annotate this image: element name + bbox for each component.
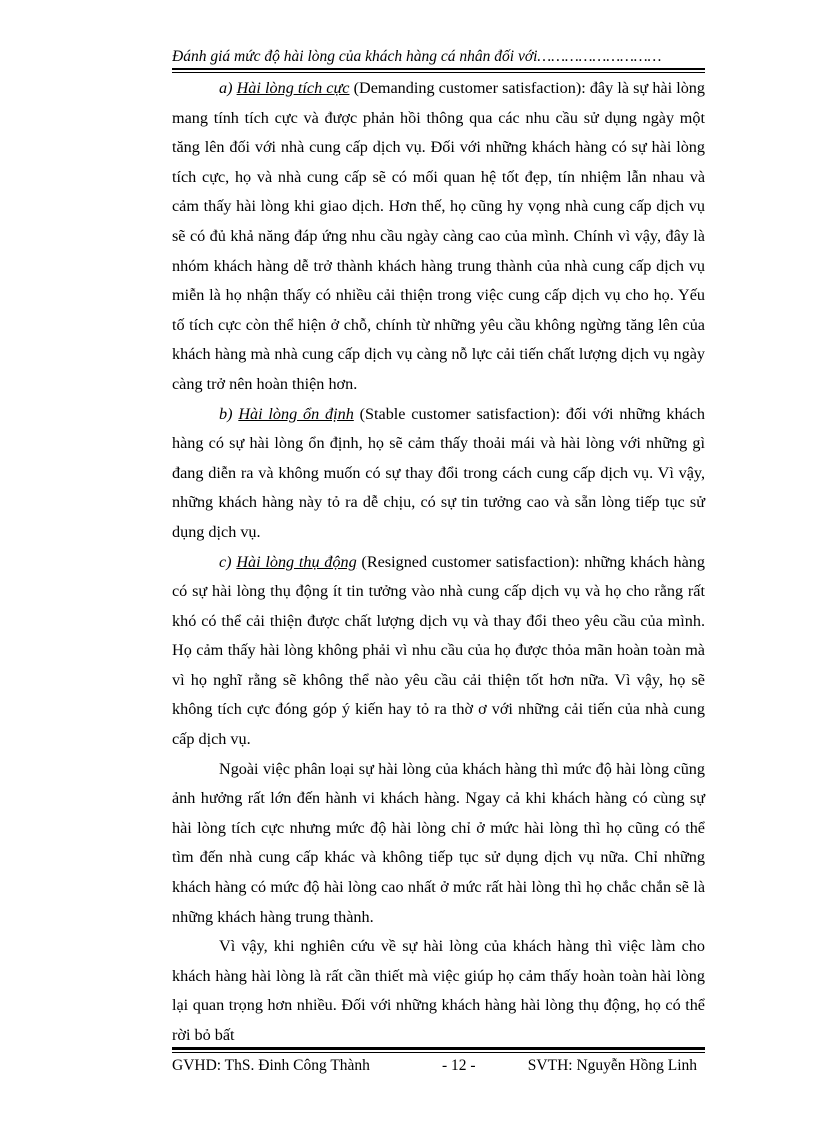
- term-hai-long-on-dinh: Hài lòng ổn định: [238, 404, 354, 423]
- running-header: Đánh giá mức độ hài lòng của khách hàng cá nhân đối với………………………: [172, 48, 662, 65]
- advisor-label: GVHD: ThS. Đinh Công Thành: [172, 1057, 370, 1074]
- paragraph-stable-satisfaction: [172, 400, 705, 548]
- item-label: a): [219, 79, 237, 97]
- header-rule: [172, 68, 705, 70]
- term-hai-long-tich-cuc: Hài lòng tích cực: [236, 79, 350, 97]
- student-label: SVTH: Nguyễn Hồng Linh: [527, 1057, 697, 1074]
- footer-rule-thin: [172, 1052, 705, 1053]
- paragraph-resigned-satisfaction: [172, 548, 705, 755]
- term-hai-long-thu-dong: Hài lòng thụ động: [236, 552, 357, 571]
- paragraph-satisfaction-level: Ngoài việc phân loại sự hài lòng của khách hàng thì mức độ hài lòng cũng ảnh hưởng rất lớn đến hành vi khách hàng. Ngay cả khi khách hàng có cùng sự hài lòng tích cực nhưng mức độ hài lòng chỉ ở mức hài lòng thì họ cũng có thể tìm đến nhà cung cấp khác và không tiếp tục sử dụng dịch vụ nữa. Chỉ những khách hàng có mức độ hài lòng cao nhất ở mức rất hài lòng thì họ chắc chắn sẽ là những khách hàng trung thành.: [172, 759, 705, 926]
- paragraph-conclusion: Vì vậy, khi nghiên cứu về sự hài lòng của khách hàng thì việc làm cho khách hàng hài lòng là rất cần thiết mà việc giúp họ cảm thấy hoàn toàn hài lòng lại quan trọng hơn nhiều. Đối với những khách hàng hài lòng thụ động, họ có thể rời bỏ bất: [172, 937, 705, 1044]
- paragraph-text: (Resigned customer satisfaction): những khách hàng có sự hài lòng thụ động ít tin tưởng vào nhà cung cấp dịch vụ và họ cho rằng rất khó có thể cải thiện được chất lượng dịch vụ và thay đổi theo yêu cầu của mình. Họ cảm thấy hài lòng không phải vì nhu cầu của họ được thỏa mãn hoàn toàn mà vì họ nghĩ rằng sẽ không thể nào yêu cầu cải thiện tốt hơn nữa. Vì vậy, họ sẽ không tích cực đóng góp ý kiến hay tỏ ra thờ ơ với những cải tiến của nhà cung cấp dịch vụ.: [172, 552, 705, 749]
- paragraph-demanding-satisfaction: [172, 74, 705, 400]
- paragraph-text: (Stable customer satisfaction): đối với những khách hàng có sự hài lòng ổn định, họ sẽ cảm thấy thoải mái và hài lòng với những gì đang diễn ra và không muốn có sự thay đổi trong cách cung cấp dịch vụ. Vì vậy, những khách hàng này tỏ ra dễ chịu, có sự tin tưởng cao và sẵn lòng tiếp tục sử dụng dịch vụ.: [172, 404, 706, 541]
- header-rule-thin: [172, 72, 705, 73]
- page-number: - 12 -: [442, 1057, 476, 1074]
- page-body: [172, 74, 705, 1051]
- item-label: b): [219, 404, 239, 423]
- item-label: c): [219, 552, 237, 571]
- paragraph-text: (Demanding customer satisfaction): đây là sự hài lòng mang tính tích cực và được phản hồi thông qua các nhu cầu sử dụng ngày một tăng lên đối với nhà cung cấp dịch vụ. Đối với những khách hàng có sự hài lòng tích cực, họ và nhà cung cấp sẽ có mối quan hệ tốt đẹp, tín nhiệm lẫn nhau và cảm thấy hài lòng khi giao dịch. Hơn thế, họ cũng hy vọng nhà cung cấp dịch vụ sẽ có đủ khả năng đáp ứng nhu cầu ngày càng cao của mình. Chính vì vậy, đây là nhóm khách hàng dễ trở thành khách hàng trung thành của nhà cung cấp dịch vụ miễn là họ nhận thấy có nhiều cải thiện trong việc cung cấp dịch vụ cho họ. Yếu tố tích cực còn thể hiện ở chỗ, chính từ những yêu cầu không ngừng tăng lên của khách hàng mà nhà cung cấp dịch vụ càng nỗ lực cải tiến chất lượng dịch vụ ngày càng trở nên hoàn thiện hơn.: [172, 79, 705, 393]
- footer-rule: [172, 1047, 705, 1050]
